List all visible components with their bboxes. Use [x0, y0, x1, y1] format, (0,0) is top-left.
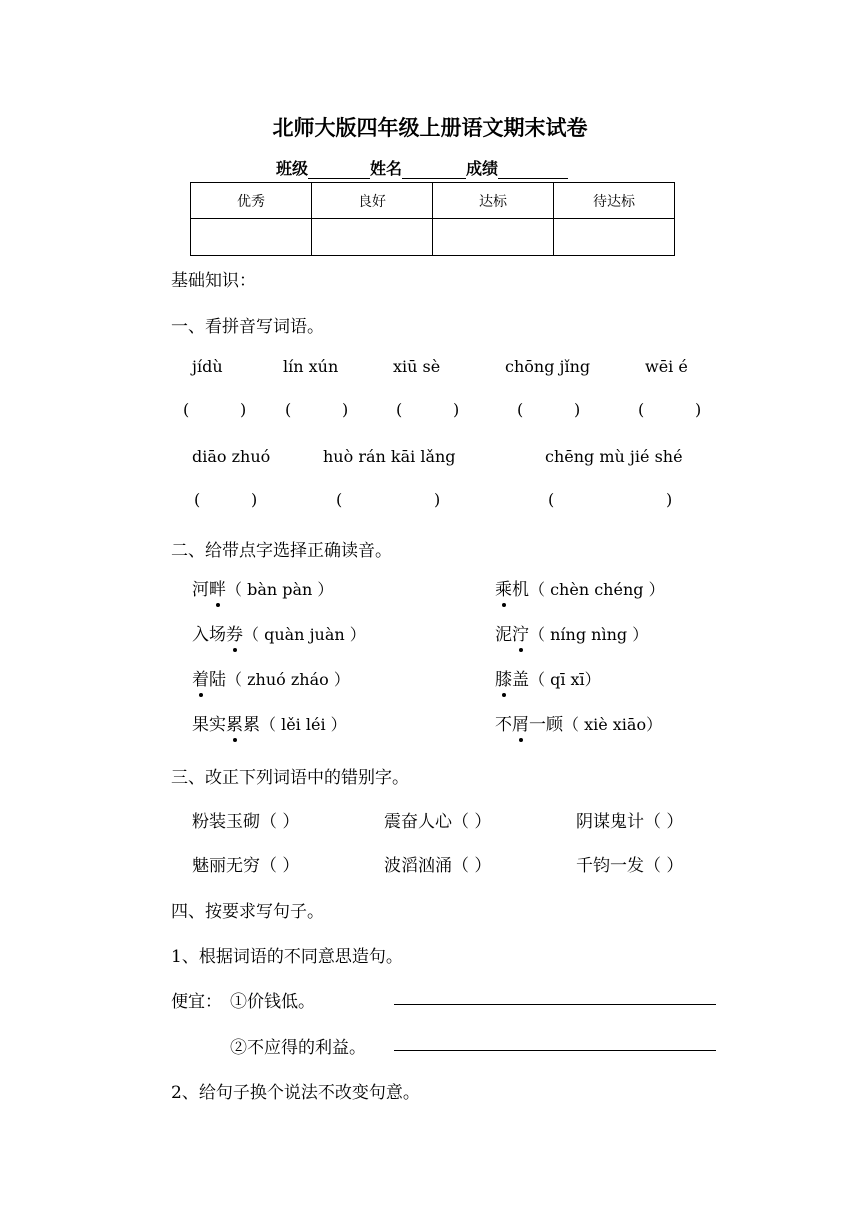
reading-options[interactable]: （ lěi léi ） — [260, 715, 347, 734]
dotted-char: 乘 — [495, 575, 512, 600]
answer-paren-close: ) — [342, 400, 349, 419]
pinyin: xiū sè — [393, 357, 441, 376]
answer-paren-open: ( — [517, 400, 524, 419]
dotted-char: 屑 — [512, 710, 529, 735]
answer-paren-open: ( — [548, 490, 555, 509]
correction-item[interactable]: 震奋人心（ ） — [384, 812, 492, 832]
grade-cell[interactable] — [312, 219, 433, 256]
dotted-char: 着 — [192, 665, 209, 690]
grade-header-needs-work: 待达标 — [554, 183, 675, 219]
name-blank[interactable] — [402, 162, 466, 179]
reading-options[interactable]: （ bàn pàn ） — [226, 580, 334, 599]
student-info-line — [276, 156, 568, 179]
correction-item[interactable]: 波滔汹涌（ ） — [384, 856, 492, 876]
correction-item[interactable]: 千钧一发（ ） — [576, 856, 684, 876]
answer-paren-open: ( — [396, 400, 403, 419]
item-text: 累 — [243, 715, 260, 735]
item-text: 机 — [512, 580, 529, 600]
pinyin: huò rán kāi lǎng — [323, 447, 456, 466]
correction-item[interactable]: 粉装玉砌（ ） — [192, 812, 300, 832]
pinyin: wēi é — [645, 357, 688, 376]
pinyin: chōng jǐng — [505, 357, 591, 376]
reading-item — [192, 665, 350, 690]
reading-item — [192, 620, 366, 645]
dotted-char: 券 — [226, 620, 243, 645]
item-text: 入场 — [192, 625, 226, 645]
basic-knowledge-heading: 基础知识： — [171, 271, 256, 291]
grade-cell[interactable] — [433, 219, 554, 256]
item-text: 陆 — [209, 670, 226, 690]
section2-heading: 二、给带点字选择正确读音。 — [171, 541, 392, 561]
item-text: 不 — [495, 715, 512, 735]
answer-paren-open: ( — [194, 490, 201, 509]
pinyin: diāo zhuó — [192, 447, 271, 466]
score-label: 成绩 — [466, 159, 499, 178]
reading-item — [495, 620, 648, 645]
grade-header-pass: 达标 — [433, 183, 554, 219]
grade-header-excellent: 优秀 — [191, 183, 312, 219]
class-blank[interactable] — [308, 162, 370, 179]
answer-paren-close: ) — [434, 490, 441, 509]
item-text: 一顾 — [529, 715, 563, 735]
reading-options[interactable]: （ níng nìng ） — [529, 625, 649, 644]
reading-item — [192, 575, 333, 600]
correction-item[interactable]: 阴谋鬼计（ ） — [576, 812, 684, 832]
name-label: 姓名 — [370, 159, 403, 178]
reading-options[interactable]: （ chèn chéng ） — [529, 580, 665, 599]
pinyin: chēng mù jié shé — [545, 447, 683, 466]
section4-heading: 四、按要求写句子。 — [171, 902, 324, 922]
item-text: 泥 — [495, 625, 512, 645]
reading-item — [495, 710, 662, 735]
answer-line[interactable] — [394, 988, 716, 1009]
section3-heading: 三、改正下列词语中的错别字。 — [171, 768, 409, 788]
grade-table — [190, 182, 675, 256]
reading-options[interactable]: （ zhuó zháo ） — [226, 670, 350, 689]
reading-item — [495, 665, 601, 690]
grade-header-good: 良好 — [312, 183, 433, 219]
question-2: 2、给句子换个说法不改变句意。 — [171, 1083, 420, 1103]
answer-paren-open: ( — [285, 400, 292, 419]
word-label: 便宜： — [171, 992, 222, 1012]
answer-paren-close: ) — [453, 400, 460, 419]
question-1: 1、根据词语的不同意思造句。 — [171, 947, 403, 967]
correction-item[interactable]: 魅丽无穷（ ） — [192, 856, 300, 876]
reading-item — [192, 710, 347, 735]
grade-cell[interactable] — [554, 219, 675, 256]
grade-cell[interactable] — [191, 219, 312, 256]
answer-paren-open: ( — [183, 400, 190, 419]
page-title: 北师大版四年级上册语文期末试卷 — [272, 116, 588, 140]
answer-paren-close: ) — [240, 400, 247, 419]
class-label: 班级 — [276, 159, 309, 178]
answer-paren-open: ( — [336, 490, 343, 509]
dotted-char: 膝 — [495, 665, 512, 690]
item-text: 果实 — [192, 715, 226, 735]
reading-options[interactable]: （ qī xī） — [529, 670, 601, 689]
answer-paren-close: ) — [666, 490, 673, 509]
section1-heading: 一、看拼音写词语。 — [171, 317, 324, 337]
meaning-2: ②不应得的利益。 — [230, 1038, 366, 1058]
dotted-char: 累 — [226, 710, 243, 735]
answer-paren-close: ) — [695, 400, 702, 419]
reading-options[interactable]: （ xiè xiāo） — [563, 715, 663, 734]
item-text: 河 — [192, 580, 209, 600]
answer-paren-close: ) — [251, 490, 258, 509]
answer-paren-close: ) — [574, 400, 581, 419]
answer-paren-open: ( — [638, 400, 645, 419]
reading-item — [495, 575, 665, 600]
pinyin: jídù — [192, 357, 223, 376]
reading-options[interactable]: （ quàn juàn ） — [243, 625, 366, 644]
score-blank[interactable] — [498, 162, 568, 179]
meaning-1: ①价钱低。 — [230, 992, 315, 1012]
answer-line[interactable] — [394, 1034, 716, 1055]
dotted-char: 畔 — [209, 575, 226, 600]
pinyin: lín xún — [283, 357, 339, 376]
item-text: 盖 — [512, 670, 529, 690]
dotted-char: 泞 — [512, 620, 529, 645]
